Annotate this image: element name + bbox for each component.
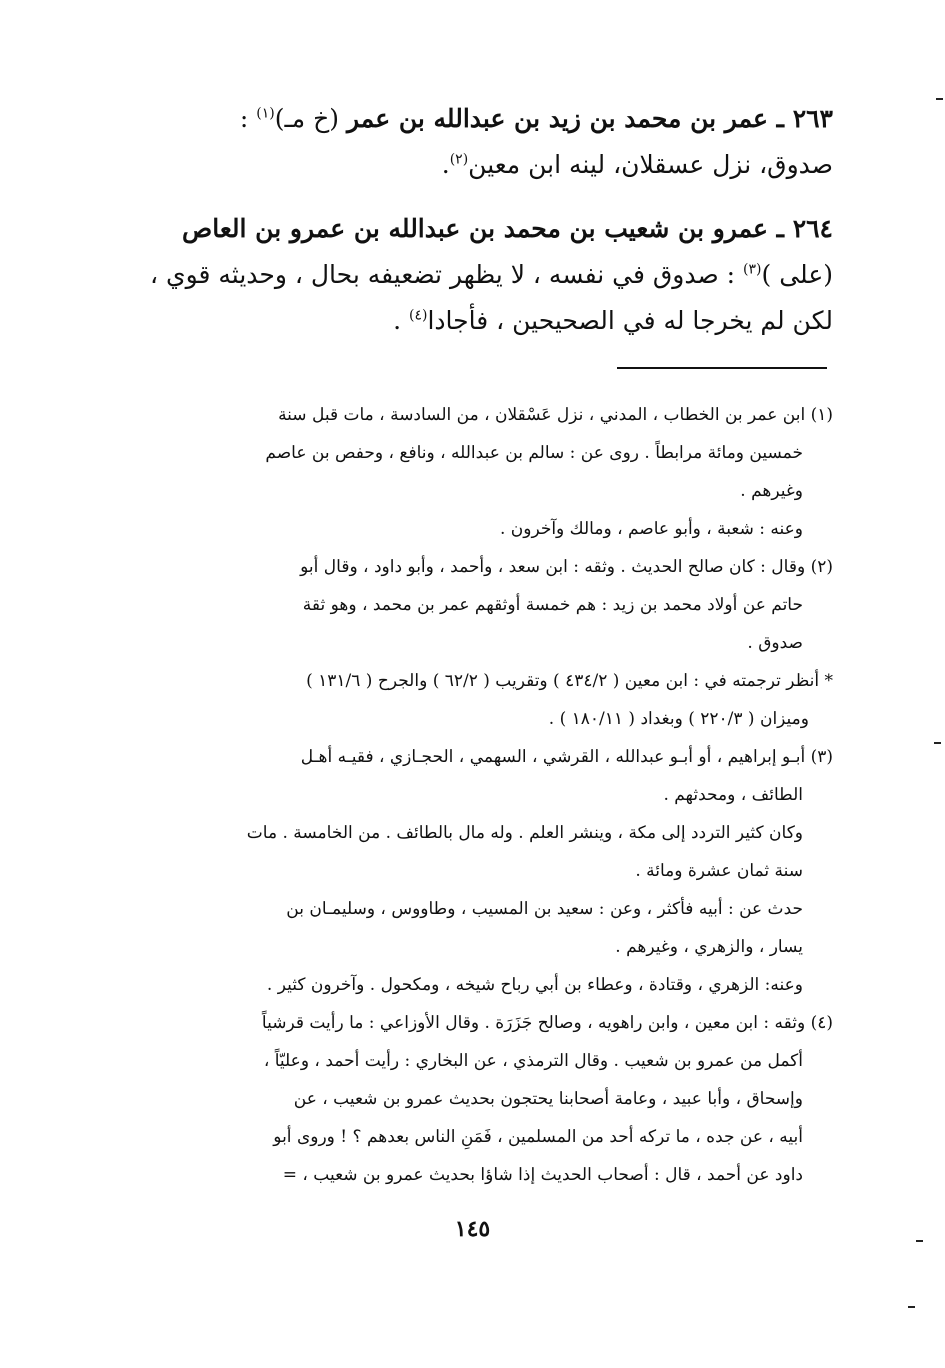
references-note bbox=[137, 662, 833, 738]
footnote-line: داود عن أحمد ، قال : أصحاب الحديث إذا شاؤا بحديث عمرو بن شعيب ، = bbox=[282, 1165, 803, 1185]
entry-263 bbox=[133, 96, 833, 188]
footnote-line: حدث عن : أبيه فأكثر ، وعن : سعيد بن المسيب ، وطاووس ، وسليمـان بن bbox=[286, 899, 803, 919]
footnote-line: وميزان ( ٢٢٠/٣ ) وبغداد ( ١٨٠/١١ ) . bbox=[548, 709, 809, 729]
footnote-line: حاتم عن أولاد محمد بن زيد : هم خمسة أوثقهم عمر بن محمد ، وهو ثقة bbox=[302, 595, 803, 615]
footnote-line: أبيه ، عن جده ، ما تركه أحد من المسلمين ، فَمَنِ الناس بعدهم ؟ ! وروى أبو bbox=[273, 1127, 803, 1147]
entry-264-line-3: لكن لم يخرجا له في الصحيحين ، فأجادا$^{(٤)}$ . bbox=[393, 306, 833, 335]
footnote-line: صدوق . bbox=[747, 633, 803, 653]
entry-263-code: (خ مـ) bbox=[274, 104, 340, 133]
footnote-line: (١) ابن عمر بن الخطاب ، المدني ، نزل عَسْقلان ، من السادسة ، مات قبل سنة bbox=[278, 405, 833, 425]
entry-264 bbox=[133, 206, 833, 344]
entry-264-text-1: : صدوق في نفسه ، لا يظهر تضعيفه بحال ، وحديثه قوي ، bbox=[149, 260, 736, 289]
entry-263-text: صدوق، نزل عسقلان، لينه ابن معين bbox=[468, 150, 833, 179]
footnote-2 bbox=[137, 548, 833, 662]
footnote-line: خمسين ومائة مرابطاً . روى عن : سالم بن عبدالله ، ونافع ، وحفص بن عاصم bbox=[265, 443, 803, 463]
entry-264-line-2 bbox=[133, 252, 833, 298]
entry-264-code: (على ) bbox=[761, 260, 833, 289]
entry-264-heading: ٢٦٤ ـ عمرو بن شعيب بن محمد بن عبدالله بن عمرو بن العاص bbox=[182, 214, 833, 243]
scan-speck bbox=[934, 742, 941, 744]
footnote-4 bbox=[137, 1004, 833, 1194]
entry-264-text-2: لكن لم يخرجا له في الصحيحين ، فأجادا bbox=[427, 306, 833, 335]
entry-263-line-2: صدوق، نزل عسقلان، لينه ابن معين$^{(٢)}$. bbox=[441, 150, 833, 179]
entry-264-line-1 bbox=[133, 206, 833, 252]
footnote-line: وكان كثير التردد إلى مكة ، وينشر العلم . وله مال بالطائف . من الخامسة . مات bbox=[246, 823, 803, 843]
entry-263-ref2: (٢) bbox=[449, 151, 469, 168]
footnote-line: (٢) وقال : كان صالح الحديث . وثقه : ابن سعد ، وأحمد ، وأبو داود ، وقال أبو bbox=[300, 557, 833, 577]
footnote-line: يسار ، والزهري ، وغيرهم . bbox=[615, 937, 803, 957]
footnote-line: أكمل من عمرو بن شعيب . وقال الترمذي ، عن البخاري : رأيت أحمد ، وعليّاً ، bbox=[263, 1051, 803, 1071]
entry-264-ref2: (٤) bbox=[409, 307, 428, 324]
page-number: ١٤٥ bbox=[454, 1216, 491, 1242]
footnote-line: سنة ثمان عشرة ومائة . bbox=[635, 861, 803, 881]
footnote-3 bbox=[137, 738, 833, 1004]
footnote-line: وإسحاق ، وأبا عبيد ، وعامة أصحابنا يحتجون بحديث عمرو بن شعيب ، عن bbox=[293, 1089, 803, 1109]
footnote-line: الطائف ، ومحدثهم . bbox=[663, 785, 803, 805]
footnote-line: * أنظر ترجمته في : ابن معين ( ٤٣٤/٢ ) وتقريب ( ٦٢/٢ ) والجرح ( ١٣١/٦ ) bbox=[306, 671, 833, 691]
entry-263-heading: ٢٦٣ ـ عمر بن محمد بن زيد بن عبدالله بن عمر bbox=[346, 104, 833, 133]
entry-263-ref: (١) bbox=[256, 105, 275, 122]
entry-264-ref: (٣) bbox=[743, 261, 762, 278]
footnote-1 bbox=[137, 396, 833, 548]
footnote-line: (٣) أبـو إبراهيم ، أو أبـو عبدالله ، القرشي ، السهمي ، الحجـازي ، فقيـه أهـل bbox=[300, 747, 833, 767]
scan-speck bbox=[936, 98, 943, 100]
footnote-line: وغيرهم . bbox=[740, 481, 803, 501]
scan-speck bbox=[908, 1306, 915, 1308]
footnote-line: وعنه : شعبة ، وأبو عاصم ، ومالك وآخرون . bbox=[499, 519, 803, 539]
footnote-line: (٤) وثقه : ابن معين ، وابن راهويه ، وصالح جَزَرَة . وقال الأوزاعي : ما رأيت قرشياً bbox=[261, 1013, 833, 1033]
footnote-line: وعنه: الزهري ، وقتادة ، وعطاء بن أبي رباح شيخه ، ومكحول . وآخرون كثير . bbox=[266, 975, 803, 995]
scan-speck bbox=[916, 1240, 923, 1242]
footnotes bbox=[137, 396, 833, 1194]
entry-263-line-1: ٢٦٣ ـ عمر بن محمد بن زيد بن عبدالله بن عمر (خ مـ)$^{(١)}$ : bbox=[239, 104, 833, 133]
main-text bbox=[133, 96, 833, 362]
footnote-separator bbox=[617, 367, 827, 369]
